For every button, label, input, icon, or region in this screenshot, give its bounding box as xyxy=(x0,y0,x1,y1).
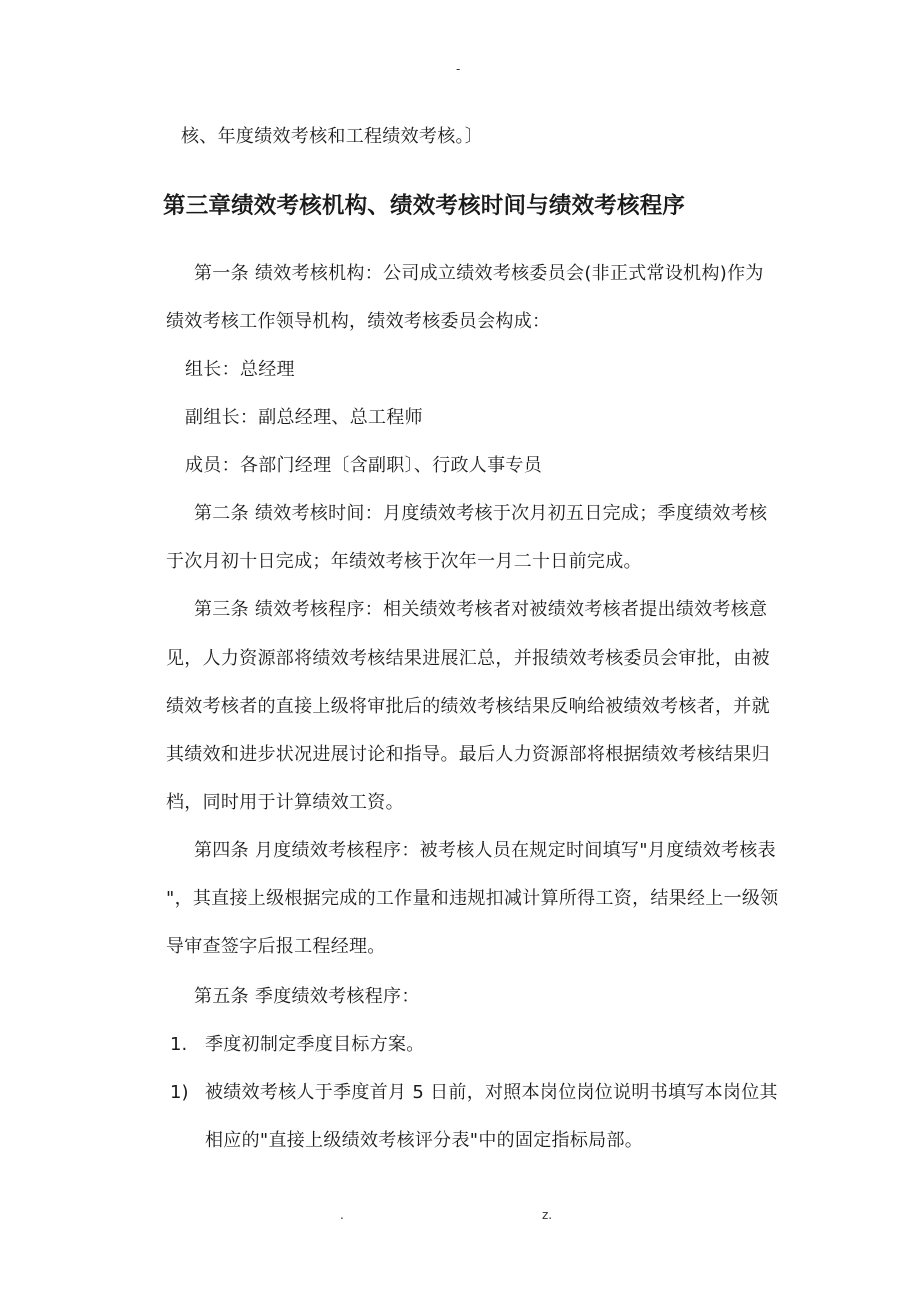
paragraph-line: 绩效考核工作领导机构，绩效考核委员会构成： xyxy=(166,311,551,332)
paragraph-line: 第一条 绩效考核机构：公司成立绩效考核委员会(非正式常设机构)作为 xyxy=(194,263,764,284)
paragraph-line: 其绩效和进步状况进展讨论和指导。最后人力资源部将根据绩效考核结果归 xyxy=(166,744,770,765)
paragraph-line: 成员：各部门经理〔含副职〕、行政人事专员 xyxy=(185,455,542,476)
paragraph-line: 绩效考核者的直接上级将审批后的绩效考核结果反响给被绩效考核者，并就 xyxy=(166,696,770,717)
paragraph-line: 第三条 绩效考核程序：相关绩效考核者对被绩效考核者提出绩效考核意 xyxy=(194,599,768,620)
footer-dot: . xyxy=(340,1208,344,1222)
paragraph-line: "，其直接上级根据完成的工作量和违规扣减计算所得工资，结果经上一级领 xyxy=(166,888,779,909)
paragraph-line: 第二条 绩效考核时间：月度绩效考核于次月初五日完成；季度绩效考核 xyxy=(194,503,768,524)
header-mark: - xyxy=(456,62,461,76)
list-marker: 1) xyxy=(170,1082,189,1103)
paragraph-line: 档，同时用于计算绩效工资。 xyxy=(166,792,404,813)
list-marker: 1. xyxy=(170,1034,188,1055)
paragraph-line: 见，人力资源部将绩效考核结果进展汇总，并报绩效考核委员会审批，由被 xyxy=(166,648,770,669)
footer-mark: z. xyxy=(542,1208,553,1222)
paragraph-line: 导审查签字后报工程经理。 xyxy=(166,936,386,957)
list-item-text: 被绩效考核人于季度首月 5 日前，对照本岗位岗位说明书填写本岗位其 xyxy=(205,1082,778,1103)
paragraph-line: 第四条 月度绩效考核程序：被考核人员在规定时间填写"月度绩效考核表 xyxy=(194,840,776,861)
list-item-text: 季度初制定季度目标方案。 xyxy=(205,1034,425,1055)
paragraph-line: 副组长：副总经理、总工程师 xyxy=(185,407,423,428)
paragraph-line: 核、年度绩效考核和工程绩效考核。〕 xyxy=(181,126,484,147)
list-item-text: 相应的"直接上级绩效考核评分表"中的固定指标局部。 xyxy=(205,1130,644,1151)
chapter-heading: 第三章绩效考核机构、绩效考核时间与绩效考核程序 xyxy=(163,193,686,219)
paragraph-line: 第五条 季度绩效考核程序： xyxy=(194,986,420,1007)
paragraph-line: 于次月初十日完成；年绩效考核于次年一月二十日前完成。 xyxy=(166,551,642,572)
paragraph-line: 组长：总经理 xyxy=(185,359,295,380)
